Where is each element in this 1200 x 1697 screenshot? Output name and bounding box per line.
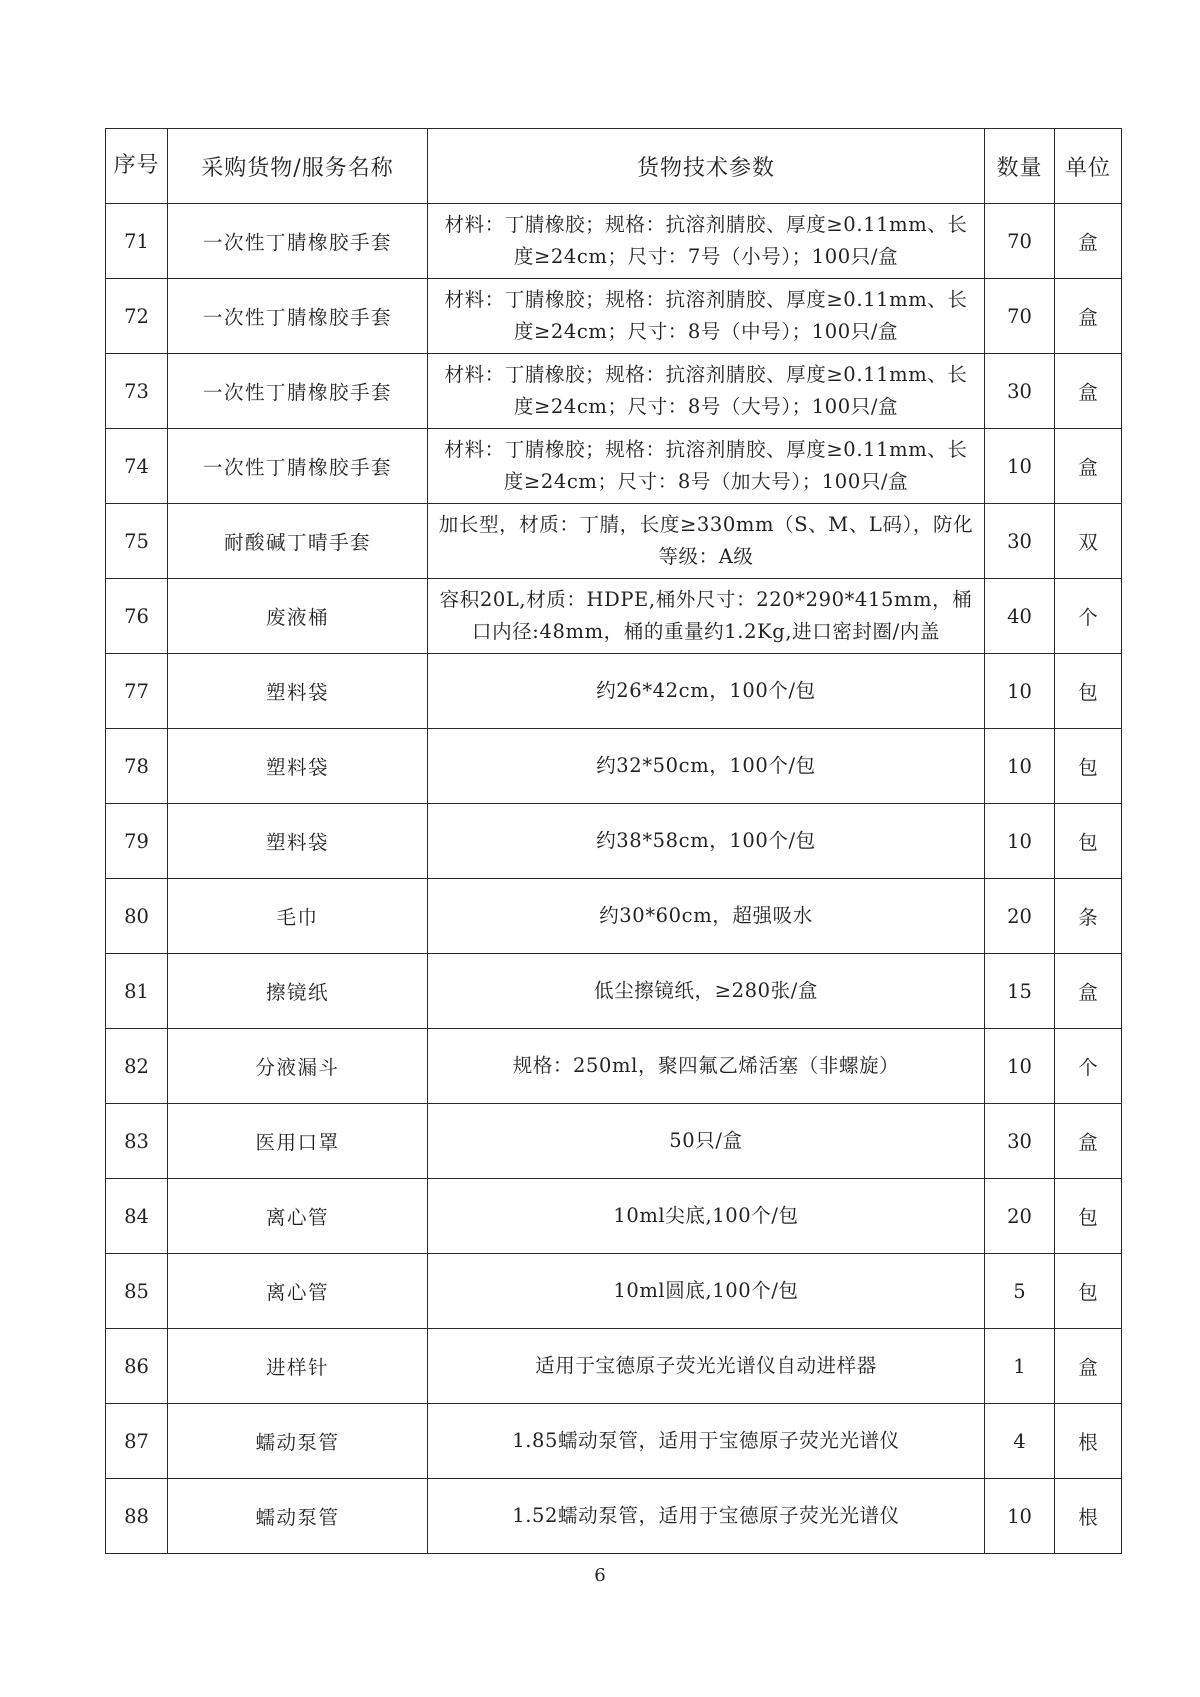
cell-serial-number: 85 [106, 1254, 168, 1329]
cell-unit: 盒 [1055, 354, 1122, 429]
cell-item-name: 分液漏斗 [168, 1029, 428, 1104]
cell-unit: 包 [1055, 654, 1122, 729]
table-row [106, 1104, 1122, 1179]
cell-technical-spec: 适用于宝德原子荧光光谱仪自动进样器 [428, 1329, 985, 1404]
table-row [106, 729, 1122, 804]
cell-quantity: 10 [985, 429, 1055, 504]
cell-serial-number: 76 [106, 579, 168, 654]
procurement-table [105, 128, 1122, 1554]
table-row [106, 1479, 1122, 1554]
cell-unit: 盒 [1055, 954, 1122, 1029]
table-row [106, 204, 1122, 279]
cell-serial-number: 87 [106, 1404, 168, 1479]
cell-serial-number: 79 [106, 804, 168, 879]
cell-serial-number: 84 [106, 1179, 168, 1254]
cell-serial-number: 81 [106, 954, 168, 1029]
cell-technical-spec: 约38*58cm，100个/包 [428, 804, 985, 879]
page-number: 6 [594, 1565, 606, 1586]
cell-quantity: 15 [985, 954, 1055, 1029]
table-row [106, 504, 1122, 579]
cell-technical-spec: 材料：丁腈橡胶；规格：抗溶剂腈胶、厚度≥0.11mm、长度≥24cm；尺寸：8号（大号）；100只/盒 [428, 354, 985, 429]
cell-item-name: 离心管 [168, 1179, 428, 1254]
cell-serial-number: 80 [106, 879, 168, 954]
cell-item-name: 废液桶 [168, 579, 428, 654]
cell-technical-spec: 材料：丁腈橡胶；规格：抗溶剂腈胶、厚度≥0.11mm、长度≥24cm；尺寸：8号（中号）；100只/盒 [428, 279, 985, 354]
cell-technical-spec: 10ml圆底,100个/包 [428, 1254, 985, 1329]
cell-unit: 包 [1055, 1179, 1122, 1254]
cell-quantity: 10 [985, 804, 1055, 879]
cell-serial-number: 74 [106, 429, 168, 504]
cell-unit: 盒 [1055, 204, 1122, 279]
table-row [106, 804, 1122, 879]
cell-quantity: 20 [985, 1179, 1055, 1254]
header-unit: 单位 [1055, 129, 1122, 204]
cell-unit: 包 [1055, 729, 1122, 804]
cell-unit: 个 [1055, 1029, 1122, 1104]
cell-quantity: 10 [985, 654, 1055, 729]
cell-serial-number: 83 [106, 1104, 168, 1179]
cell-unit: 盒 [1055, 279, 1122, 354]
cell-unit: 根 [1055, 1479, 1122, 1554]
table-row [106, 1329, 1122, 1404]
table-row [106, 879, 1122, 954]
cell-serial-number: 78 [106, 729, 168, 804]
cell-technical-spec: 1.85蠕动泵管，适用于宝德原子荧光光谱仪 [428, 1404, 985, 1479]
cell-unit: 双 [1055, 504, 1122, 579]
header-item-name: 采购货物/服务名称 [168, 129, 428, 204]
cell-item-name: 进样针 [168, 1329, 428, 1404]
cell-quantity: 1 [985, 1329, 1055, 1404]
cell-technical-spec: 加长型，材质：丁腈，长度≥330mm（S、M、L码），防化等级：A级 [428, 504, 985, 579]
cell-quantity: 30 [985, 1104, 1055, 1179]
cell-serial-number: 73 [106, 354, 168, 429]
cell-serial-number: 77 [106, 654, 168, 729]
cell-quantity: 70 [985, 204, 1055, 279]
cell-item-name: 一次性丁腈橡胶手套 [168, 279, 428, 354]
cell-serial-number: 72 [106, 279, 168, 354]
table-row [106, 1179, 1122, 1254]
cell-item-name: 擦镜纸 [168, 954, 428, 1029]
cell-item-name: 离心管 [168, 1254, 428, 1329]
cell-quantity: 10 [985, 1029, 1055, 1104]
cell-unit: 条 [1055, 879, 1122, 954]
cell-quantity: 40 [985, 579, 1055, 654]
cell-item-name: 毛巾 [168, 879, 428, 954]
cell-technical-spec: 约32*50cm，100个/包 [428, 729, 985, 804]
table-row [106, 1029, 1122, 1104]
cell-item-name: 一次性丁腈橡胶手套 [168, 354, 428, 429]
table-header-row [106, 129, 1122, 204]
cell-unit: 包 [1055, 1254, 1122, 1329]
cell-quantity: 20 [985, 879, 1055, 954]
cell-technical-spec: 材料：丁腈橡胶；规格：抗溶剂腈胶、厚度≥0.11mm、长度≥24cm；尺寸：7号（小号）；100只/盒 [428, 204, 985, 279]
cell-quantity: 70 [985, 279, 1055, 354]
table-row [106, 654, 1122, 729]
cell-technical-spec: 约30*60cm，超强吸水 [428, 879, 985, 954]
cell-item-name: 耐酸碱丁晴手套 [168, 504, 428, 579]
header-quantity: 数量 [985, 129, 1055, 204]
cell-technical-spec: 约26*42cm，100个/包 [428, 654, 985, 729]
cell-unit: 个 [1055, 579, 1122, 654]
cell-technical-spec: 材料：丁腈橡胶；规格：抗溶剂腈胶、厚度≥0.11mm、长度≥24cm；尺寸：8号（加大号）；100只/盒 [428, 429, 985, 504]
table-row [106, 279, 1122, 354]
cell-unit: 盒 [1055, 1329, 1122, 1404]
header-technical-spec: 货物技术参数 [428, 129, 985, 204]
table-row [106, 579, 1122, 654]
cell-technical-spec: 1.52蠕动泵管，适用于宝德原子荧光光谱仪 [428, 1479, 985, 1554]
cell-quantity: 30 [985, 504, 1055, 579]
cell-item-name: 蠕动泵管 [168, 1404, 428, 1479]
cell-serial-number: 88 [106, 1479, 168, 1554]
cell-item-name: 一次性丁腈橡胶手套 [168, 204, 428, 279]
cell-technical-spec: 规格：250ml，聚四氟乙烯活塞（非螺旋） [428, 1029, 985, 1104]
table-row [106, 1404, 1122, 1479]
cell-technical-spec: 容积20L,材质：HDPE,桶外尺寸：220*290*415mm，桶口内径:48mm，桶的重量约1.2Kg,进口密封圈/内盖 [428, 579, 985, 654]
cell-item-name: 塑料袋 [168, 654, 428, 729]
cell-technical-spec: 50只/盒 [428, 1104, 985, 1179]
table-body [106, 204, 1122, 1554]
cell-unit: 包 [1055, 804, 1122, 879]
cell-serial-number: 82 [106, 1029, 168, 1104]
cell-serial-number: 86 [106, 1329, 168, 1404]
cell-quantity: 10 [985, 1479, 1055, 1554]
cell-item-name: 塑料袋 [168, 729, 428, 804]
cell-serial-number: 75 [106, 504, 168, 579]
cell-unit: 根 [1055, 1404, 1122, 1479]
table-row [106, 954, 1122, 1029]
header-serial-number: 序号 [106, 129, 168, 204]
cell-item-name: 蠕动泵管 [168, 1479, 428, 1554]
cell-technical-spec: 低尘擦镜纸，≥280张/盒 [428, 954, 985, 1029]
table-row [106, 354, 1122, 429]
cell-unit: 盒 [1055, 429, 1122, 504]
cell-serial-number: 71 [106, 204, 168, 279]
cell-quantity: 4 [985, 1404, 1055, 1479]
cell-quantity: 30 [985, 354, 1055, 429]
cell-item-name: 一次性丁腈橡胶手套 [168, 429, 428, 504]
cell-unit: 盒 [1055, 1104, 1122, 1179]
cell-technical-spec: 10ml尖底,100个/包 [428, 1179, 985, 1254]
cell-quantity: 5 [985, 1254, 1055, 1329]
table-row [106, 429, 1122, 504]
cell-item-name: 塑料袋 [168, 804, 428, 879]
cell-quantity: 10 [985, 729, 1055, 804]
cell-item-name: 医用口罩 [168, 1104, 428, 1179]
table-row [106, 1254, 1122, 1329]
